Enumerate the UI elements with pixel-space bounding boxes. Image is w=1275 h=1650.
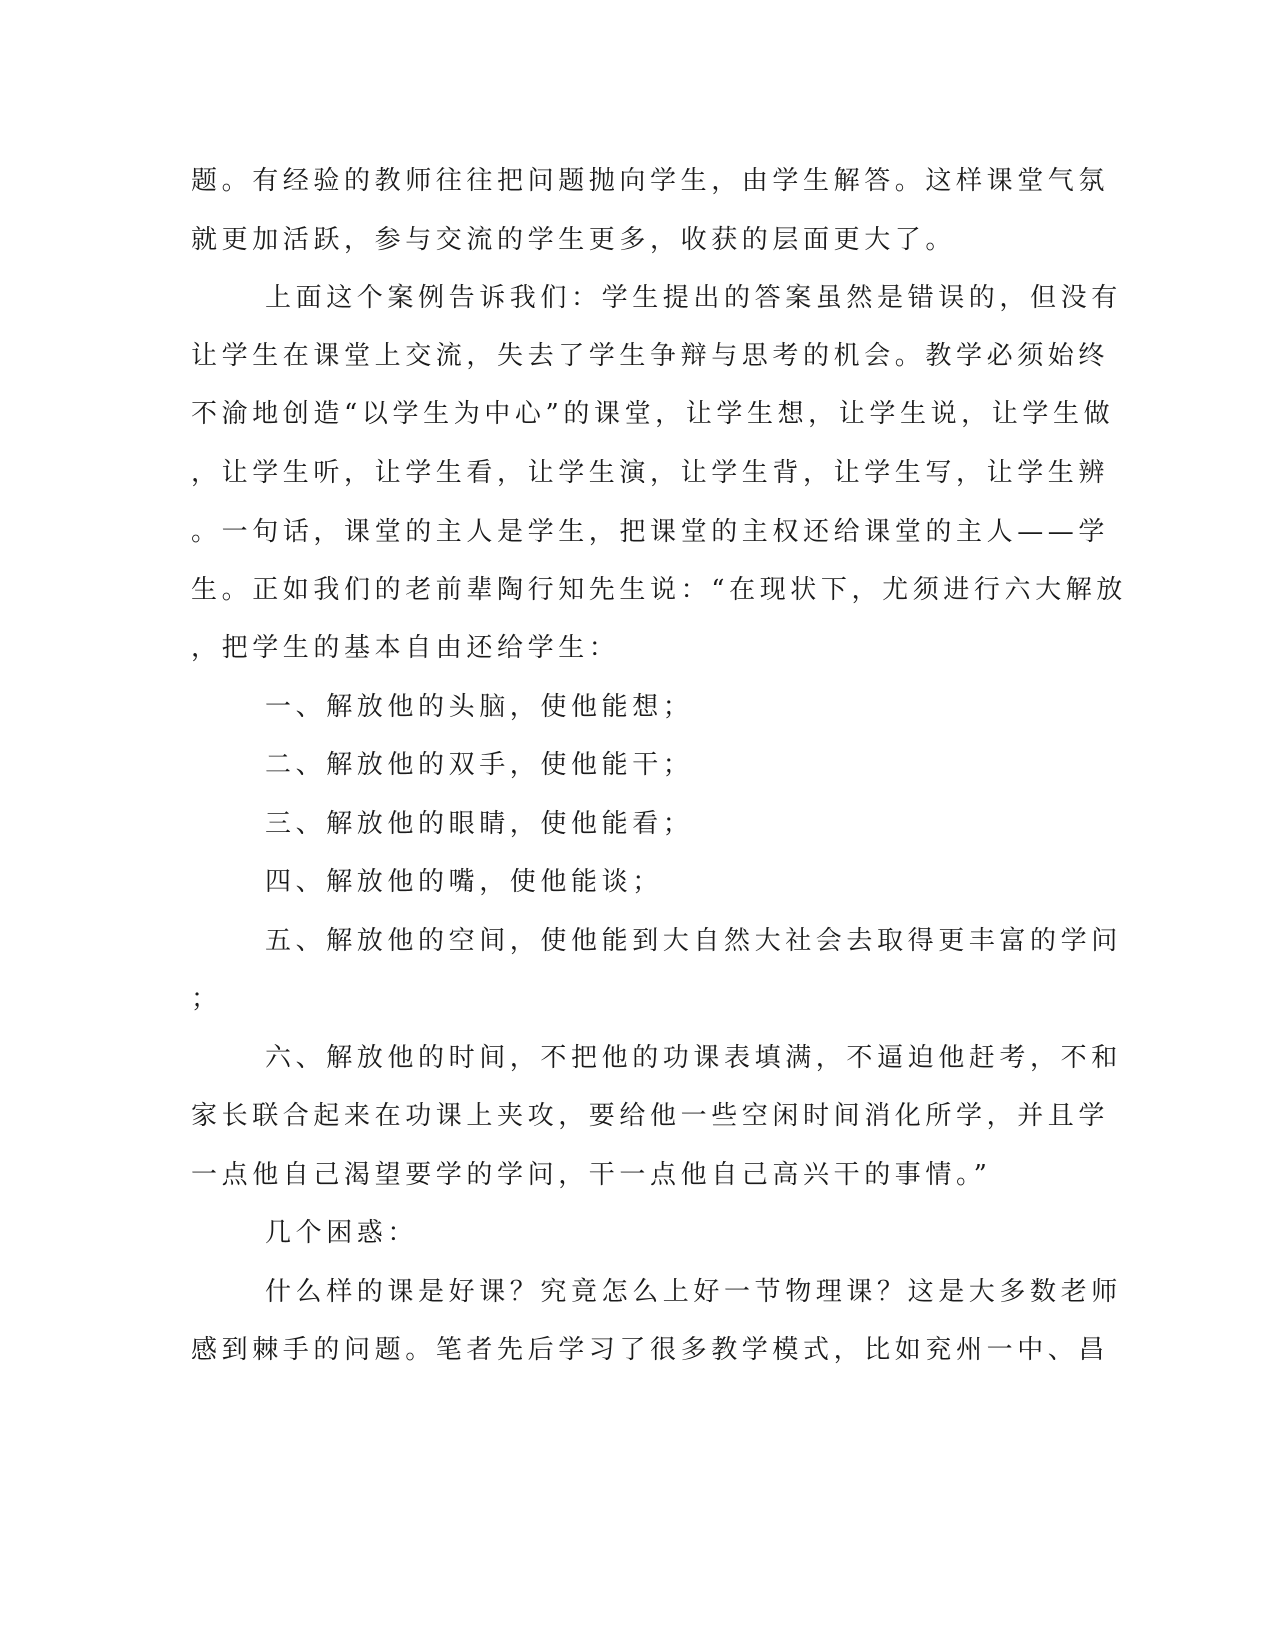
text-line: 。一句话，课堂的主人是学生，把课堂的主权还给课堂的主人——学: [191, 517, 1110, 547]
section-heading: 几个困惑：: [265, 1218, 419, 1248]
list-item: 三、解放他的眼睛，使他能看；: [265, 809, 694, 839]
text-line: ，让学生听，让学生看，让学生演，让学生背，让学生写，让学生辨: [191, 458, 1110, 488]
text-line: 不渝地创造“以学生为中心”的课堂，让学生想，让学生说，让学生做: [191, 399, 1115, 429]
text-line: 让学生在课堂上交流，失去了学生争辩与思考的机会。教学必须始终: [191, 341, 1110, 371]
text-line: ；: [191, 984, 222, 1014]
text-line: 就更加活跃，参与交流的学生更多，收获的层面更大了。: [191, 225, 957, 255]
list-item: 五、解放他的空间，使他能到大自然大社会去取得更丰富的学问: [265, 926, 1122, 956]
text-line: 什么样的课是好课？究竟怎么上好一节物理课？这是大多数老师: [265, 1277, 1122, 1307]
text-line: 生。正如我们的老前辈陶行知先生说：“在现状下，尤须进行六大解放: [191, 575, 1127, 605]
text-line: 家长联合起来在功课上夹攻，要给他一些空闲时间消化所学，并且学: [191, 1101, 1110, 1131]
list-item: 四、解放他的嘴，使他能谈；: [265, 867, 663, 897]
list-item: 六、解放他的时间，不把他的功课表填满，不逼迫他赶考，不和: [265, 1043, 1122, 1073]
text-line: 感到棘手的问题。笔者先后学习了很多教学模式，比如兖州一中、昌: [191, 1335, 1110, 1365]
list-item: 二、解放他的双手，使他能干；: [265, 750, 694, 780]
text-line: 上面这个案例告诉我们：学生提出的答案虽然是错误的，但没有: [265, 283, 1122, 313]
list-item: 一、解放他的头脑，使他能想；: [265, 692, 694, 722]
text-line: ，把学生的基本自由还给学生：: [191, 633, 620, 663]
text-line: 题。有经验的教师往往把问题抛向学生，由学生解答。这样课堂气氛: [191, 166, 1110, 196]
text-line: 一点他自己渴望要学的学问，干一点他自己高兴干的事情。”: [191, 1160, 992, 1190]
